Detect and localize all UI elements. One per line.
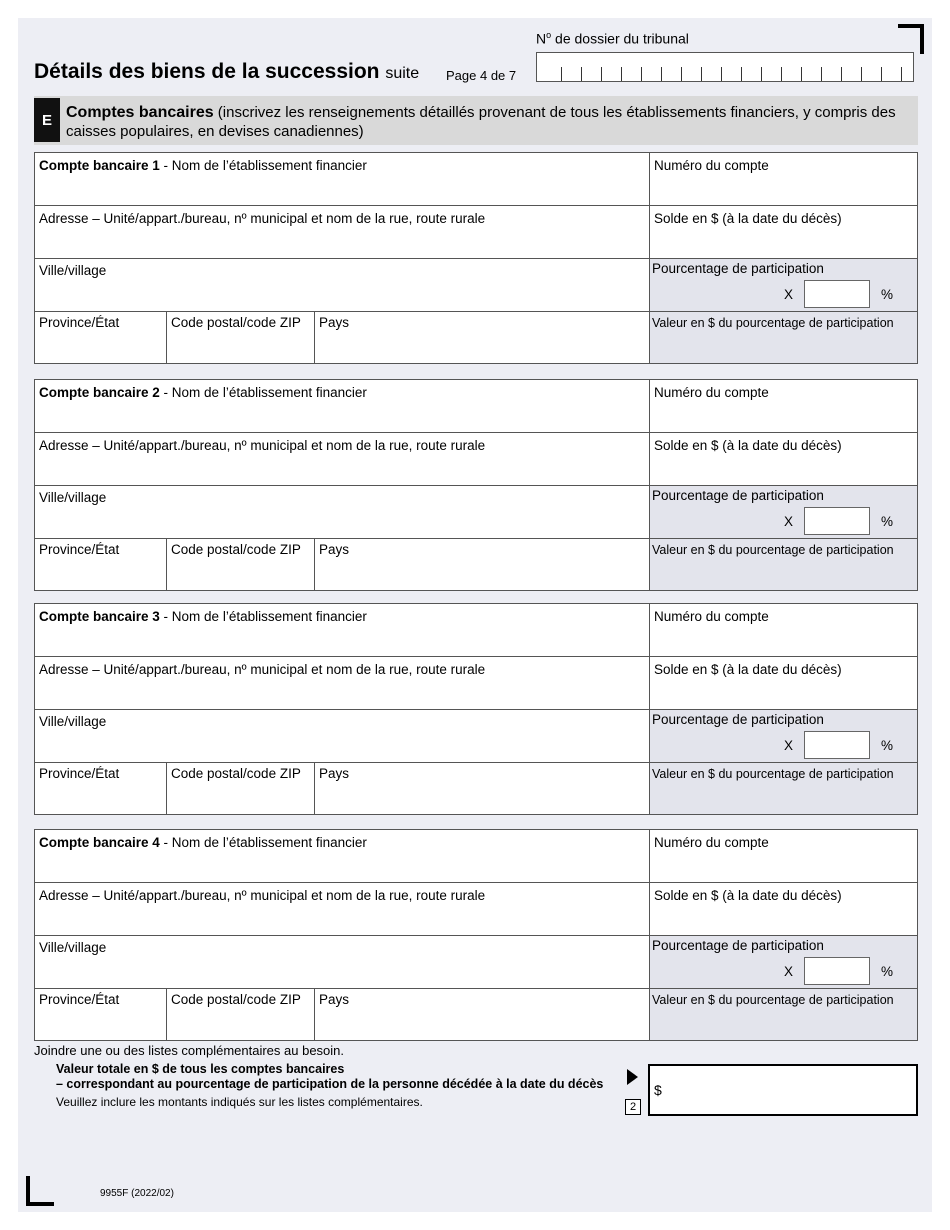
court-file-digit-divider <box>621 67 622 81</box>
court-file-digit-divider <box>561 67 562 81</box>
province-label: Province/État <box>39 992 120 1007</box>
court-file-digit-divider <box>721 67 722 81</box>
court-file-digit-divider <box>781 67 782 81</box>
postal-code-label: Code postal/code ZIP <box>171 992 301 1007</box>
corner-mark-top-right <box>898 24 924 54</box>
multiply-sign: X <box>784 287 794 302</box>
bank-account-2-block <box>34 379 918 591</box>
total-label: Valeur totale en $ de tous les comptes bancaires – correspondant au pourcentage de participation de la personne décédée à la date du décès <box>56 1062 604 1091</box>
province-label: Province/État <box>39 542 120 557</box>
dollar-sign: $ <box>654 1082 662 1098</box>
percentage-input[interactable] <box>804 731 870 759</box>
address-label: Adresse – Unité/appart./bureau, nº municipal et nom de la rue, route rurale <box>39 662 486 677</box>
account-number-label: Numéro du compte <box>654 835 769 850</box>
balance-label: Solde en $ (à la date du décès) <box>654 438 842 453</box>
balance-label: Solde en $ (à la date du décès) <box>654 662 842 677</box>
balance-label: Solde en $ (à la date du décès) <box>654 211 842 226</box>
percent-sign: % <box>881 964 894 979</box>
percentage-label: Pourcentage de participation <box>652 488 824 503</box>
court-file-digit-divider <box>661 67 662 81</box>
court-file-digit-divider <box>701 67 702 81</box>
city-label: Ville/village <box>39 714 107 729</box>
bank-account-1-block <box>34 152 918 364</box>
value-label: Valeur en $ du pourcentage de participation <box>652 543 894 557</box>
supplementary-note: Joindre une ou des listes complémentaires au besoin. <box>34 1043 345 1058</box>
court-file-digit-divider <box>901 67 902 81</box>
box-number: 2 <box>625 1099 641 1115</box>
city-label: Ville/village <box>39 263 107 278</box>
city-label: Ville/village <box>39 490 107 505</box>
percentage-input[interactable] <box>804 507 870 535</box>
court-file-digit-divider <box>581 67 582 81</box>
value-label: Valeur en $ du pourcentage de participation <box>652 993 894 1007</box>
value-label: Valeur en $ du pourcentage de participation <box>652 767 894 781</box>
percentage-input[interactable] <box>804 280 870 308</box>
account-number-label: Numéro du compte <box>654 609 769 624</box>
country-label: Pays <box>319 766 350 781</box>
country-label: Pays <box>319 315 350 330</box>
court-file-digit-divider <box>681 67 682 81</box>
account-number-label: Numéro du compte <box>654 385 769 400</box>
percentage-label: Pourcentage de participation <box>652 712 824 727</box>
bank-account-4-block <box>34 829 918 1041</box>
multiply-sign: X <box>784 514 794 529</box>
page-title: Détails des biens de la succession suite <box>34 60 420 83</box>
address-label: Adresse – Unité/appart./bureau, nº municipal et nom de la rue, route rurale <box>39 438 486 453</box>
court-file-digit-divider <box>841 67 842 81</box>
percent-sign: % <box>881 738 894 753</box>
percentage-label: Pourcentage de participation <box>652 938 824 953</box>
postal-code-label: Code postal/code ZIP <box>171 315 301 330</box>
account-number-label: Numéro du compte <box>654 158 769 173</box>
address-label: Adresse – Unité/appart./bureau, nº municipal et nom de la rue, route rurale <box>39 211 486 226</box>
court-file-digit-divider <box>801 67 802 81</box>
percent-sign: % <box>881 514 894 529</box>
multiply-sign: X <box>784 738 794 753</box>
percentage-label: Pourcentage de participation <box>652 261 824 276</box>
value-label: Valeur en $ du pourcentage de participation <box>652 316 894 330</box>
section-letter-badge: E <box>34 98 60 142</box>
multiply-sign: X <box>784 964 794 979</box>
institution-name-label: Compte bancaire 3 - Nom de l’établissement financier <box>39 609 367 624</box>
corner-mark-bottom-left <box>26 1176 54 1206</box>
address-label: Adresse – Unité/appart./bureau, nº municipal et nom de la rue, route rurale <box>39 888 486 903</box>
court-file-digit-divider <box>821 67 822 81</box>
court-file-digit-divider <box>741 67 742 81</box>
percentage-input[interactable] <box>804 957 870 985</box>
section-description: Comptes bancaires (inscrivez les renseignements détaillés provenant de tous les établissements financiers, y compris des caisses populaires, en devises canadiennes) <box>66 104 896 140</box>
court-file-digit-divider <box>861 67 862 81</box>
form-code: 9955F (2022/02) <box>100 1188 174 1199</box>
institution-name-label: Compte bancaire 4 - Nom de l’établissement financier <box>39 835 367 850</box>
city-label: Ville/village <box>39 940 107 955</box>
court-file-digit-divider <box>881 67 882 81</box>
court-file-digit-divider <box>641 67 642 81</box>
postal-code-label: Code postal/code ZIP <box>171 766 301 781</box>
total-instruction: Veuillez inclure les montants indiqués sur les listes complémentaires. <box>56 1095 423 1109</box>
balance-label: Solde en $ (à la date du décès) <box>654 888 842 903</box>
total-value-input[interactable] <box>648 1064 918 1116</box>
bank-account-3-block <box>34 603 918 815</box>
postal-code-label: Code postal/code ZIP <box>171 542 301 557</box>
institution-name-label: Compte bancaire 1 - Nom de l’établissement financier <box>39 158 367 173</box>
percent-sign: % <box>881 287 894 302</box>
page-number: Page 4 de 7 <box>446 68 517 83</box>
province-label: Province/État <box>39 315 120 330</box>
court-file-number-input[interactable] <box>536 52 914 82</box>
arrow-right-icon <box>627 1069 638 1085</box>
court-file-digit-divider <box>601 67 602 81</box>
institution-name-label: Compte bancaire 2 - Nom de l’établissement financier <box>39 385 367 400</box>
country-label: Pays <box>319 542 350 557</box>
court-file-label: $N^o$ de dossier du tribunal <box>536 30 689 47</box>
court-file-digit-divider <box>761 67 762 81</box>
province-label: Province/État <box>39 766 120 781</box>
country-label: Pays <box>319 992 350 1007</box>
